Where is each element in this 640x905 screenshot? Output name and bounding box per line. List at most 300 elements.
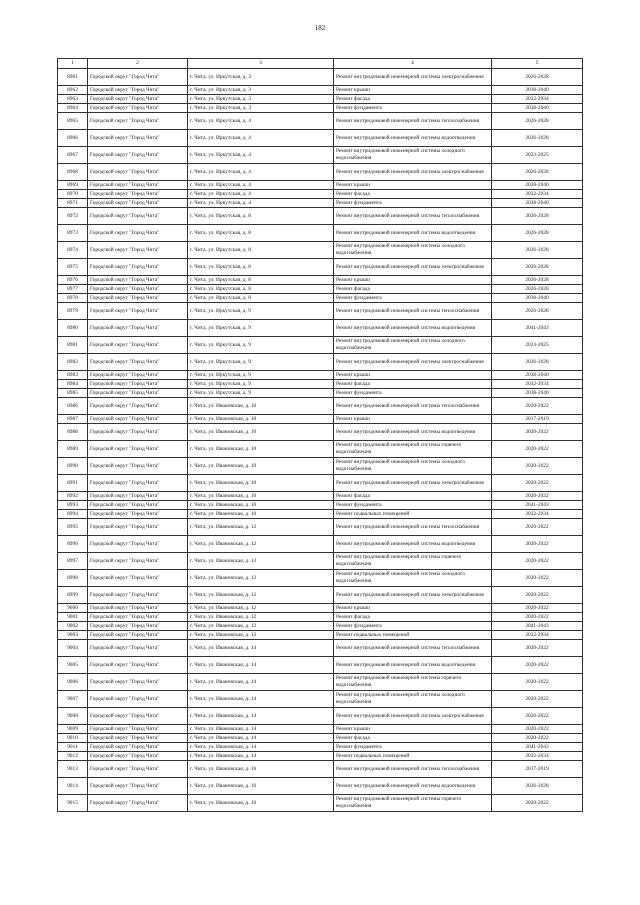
row-number: 8977 xyxy=(58,285,88,294)
column-header: 4 xyxy=(334,59,492,69)
column-header: 5 xyxy=(492,59,583,69)
address: г. Чита, ул. Ивановская, д. 16 xyxy=(188,778,334,795)
repair-work-type: Ремонт внутридомовой инженерной системы теплоснабжения xyxy=(334,519,492,536)
planned-period: 2038-2040 xyxy=(492,371,583,380)
table-row xyxy=(58,604,583,613)
row-number: 8981 xyxy=(58,337,88,354)
address: г. Чита, ул. Ивановская, д. 14 xyxy=(188,734,334,743)
column-header: 1 xyxy=(58,59,88,69)
table-row xyxy=(58,743,583,752)
table-row xyxy=(58,303,583,320)
row-number: 9002 xyxy=(58,622,88,631)
address: г. Чита, ул. Ивановская, д. 14 xyxy=(188,752,334,761)
row-number: 8999 xyxy=(58,587,88,604)
row-number: 8984 xyxy=(58,380,88,389)
planned-period: 2020-2022 xyxy=(492,458,583,475)
row-number: 9006 xyxy=(58,674,88,691)
address: г. Чита, ул. Иркутская, д. 9 xyxy=(188,371,334,380)
repair-schedule-table xyxy=(57,58,583,812)
address: г. Чита, ул. Ивановская, д. 12 xyxy=(188,519,334,536)
municipality: Городской округ "Город Чита" xyxy=(88,208,188,225)
table-row xyxy=(58,113,583,130)
repair-work-type: Ремонт внутридомовой инженерной системы электроснабжения xyxy=(334,587,492,604)
table-row xyxy=(58,181,583,190)
address: г. Чита, ул. Иркутская, д. 4 xyxy=(188,130,334,147)
address: г. Чита, ул. Иркутская, д. 9 xyxy=(188,380,334,389)
repair-work-type: Ремонт фасада xyxy=(334,613,492,622)
repair-work-type: Ремонт фундамента xyxy=(334,389,492,398)
address: г. Чита, ул. Иркутская, д. 3 xyxy=(188,86,334,95)
municipality: Городской округ "Город Чита" xyxy=(88,725,188,734)
address: г. Чита, ул. Ивановская, д. 10 xyxy=(188,398,334,415)
repair-work-type: Ремонт внутридомовой инженерной системы теплоснабжения xyxy=(334,113,492,130)
row-number: 8969 xyxy=(58,181,88,190)
municipality: Городской округ "Город Чита" xyxy=(88,734,188,743)
row-number: 8978 xyxy=(58,294,88,303)
row-number: 8994 xyxy=(58,510,88,519)
repair-work-type: Ремонт внутридомовой инженерной системы горячего водоснабжения xyxy=(334,441,492,458)
table-row xyxy=(58,337,583,354)
repair-work-type: Ремонт внутридомовой инженерной системы водоотведения xyxy=(334,778,492,795)
planned-period: 2026-2028 xyxy=(492,113,583,130)
municipality: Городской округ "Город Чита" xyxy=(88,691,188,708)
repair-work-type: Ремонт внутридомовой инженерной системы электроснабжения xyxy=(334,354,492,371)
municipality: Городской округ "Город Чита" xyxy=(88,743,188,752)
address: г. Чита, ул. Иркутская, д. 9 xyxy=(188,320,334,337)
repair-work-type: Ремонт фасада xyxy=(334,492,492,501)
municipality: Городской округ "Город Чита" xyxy=(88,570,188,587)
repair-work-type: Ремонт подвальных помещений xyxy=(334,510,492,519)
planned-period: 2020-2022 xyxy=(492,708,583,725)
row-number: 9003 xyxy=(58,631,88,640)
planned-period: 2020-2022 xyxy=(492,691,583,708)
municipality: Городской округ "Город Чита" xyxy=(88,190,188,199)
planned-period: 2017-2019 xyxy=(492,415,583,424)
repair-work-type: Ремонт фасада xyxy=(334,285,492,294)
address: г. Чита, ул. Ивановская, д. 12 xyxy=(188,536,334,553)
row-number: 9001 xyxy=(58,613,88,622)
municipality: Городской округ "Город Чита" xyxy=(88,95,188,104)
planned-period: 2020-2022 xyxy=(492,441,583,458)
row-number: 8963 xyxy=(58,95,88,104)
planned-period: 2026-2028 xyxy=(492,164,583,181)
municipality: Городской округ "Город Чита" xyxy=(88,501,188,510)
repair-work-type: Ремонт крыши xyxy=(334,181,492,190)
address: г. Чита, ул. Ивановская, д. 12 xyxy=(188,587,334,604)
municipality: Городской округ "Город Чита" xyxy=(88,475,188,492)
planned-period: 2023-2025 xyxy=(492,147,583,164)
planned-period: 2026-2028 xyxy=(492,303,583,320)
repair-work-type: Ремонт внутридомовой инженерной системы горячего водоснабжения xyxy=(334,553,492,570)
planned-period: 2020-2022 xyxy=(492,674,583,691)
address: г. Чита, ул. Ивановская, д. 10 xyxy=(188,458,334,475)
planned-period: 2023-2025 xyxy=(492,337,583,354)
address: г. Чита, ул. Иркутская, д. 4 xyxy=(188,164,334,181)
address: г. Чита, ул. Иркутская, д. 8 xyxy=(188,225,334,242)
row-number: 9014 xyxy=(58,778,88,795)
table-row xyxy=(58,501,583,510)
planned-period: 2032-2034 xyxy=(492,380,583,389)
table-row xyxy=(58,734,583,743)
planned-period: 2026-2028 xyxy=(492,130,583,147)
repair-work-type: Ремонт внутридомовой инженерной системы холодного водоснабжения xyxy=(334,691,492,708)
repair-work-type: Ремонт внутридомовой инженерной системы водоотведения xyxy=(334,424,492,441)
municipality: Городской округ "Город Чита" xyxy=(88,389,188,398)
table-row xyxy=(58,104,583,113)
row-number: 8991 xyxy=(58,475,88,492)
repair-work-type: Ремонт фундамента xyxy=(334,743,492,752)
table-row xyxy=(58,259,583,276)
address: г. Чита, ул. Ивановская, д. 12 xyxy=(188,604,334,613)
municipality: Городской округ "Город Чита" xyxy=(88,181,188,190)
address: г. Чита, ул. Иркутская, д. 4 xyxy=(188,190,334,199)
municipality: Городской округ "Город Чита" xyxy=(88,104,188,113)
repair-work-type: Ремонт внутридомовой инженерной системы холодного водоснабжения xyxy=(334,337,492,354)
municipality: Городской округ "Город Чита" xyxy=(88,242,188,259)
address: г. Чита, ул. Иркутская, д. 8 xyxy=(188,242,334,259)
planned-period: 2038-2040 xyxy=(492,104,583,113)
repair-work-type: Ремонт крыши xyxy=(334,86,492,95)
municipality: Городской округ "Город Чита" xyxy=(88,276,188,285)
municipality: Городской округ "Город Чита" xyxy=(88,225,188,242)
table-row xyxy=(58,398,583,415)
row-number: 8971 xyxy=(58,199,88,208)
repair-work-type: Ремонт внутридомовой инженерной системы электроснабжения xyxy=(334,475,492,492)
municipality: Городской округ "Город Чита" xyxy=(88,259,188,276)
address: г. Чита, ул. Ивановская, д. 10 xyxy=(188,475,334,492)
table-row xyxy=(58,354,583,371)
repair-work-type: Ремонт фундамента xyxy=(334,622,492,631)
repair-work-type: Ремонт внутридомовой инженерной системы электроснабжения xyxy=(334,708,492,725)
municipality: Городской округ "Город Чита" xyxy=(88,604,188,613)
table-row xyxy=(58,95,583,104)
row-number: 8970 xyxy=(58,190,88,199)
repair-work-type: Ремонт фундамента xyxy=(334,199,492,208)
row-number: 8982 xyxy=(58,354,88,371)
municipality: Городской округ "Город Чита" xyxy=(88,371,188,380)
municipality: Городской округ "Город Чита" xyxy=(88,424,188,441)
row-number: 8993 xyxy=(58,501,88,510)
row-number: 9009 xyxy=(58,725,88,734)
row-number: 8972 xyxy=(58,208,88,225)
address: г. Чита, ул. Иркутская, д. 4 xyxy=(188,181,334,190)
planned-period: 2038-2040 xyxy=(492,181,583,190)
municipality: Городской округ "Город Чита" xyxy=(88,458,188,475)
address: г. Чита, ул. Ивановская, д. 12 xyxy=(188,570,334,587)
row-number: 8992 xyxy=(58,492,88,501)
repair-work-type: Ремонт внутридомовой инженерной системы водоотведения xyxy=(334,657,492,674)
repair-work-type: Ремонт подвальных помещений xyxy=(334,631,492,640)
municipality: Городской округ "Город Чита" xyxy=(88,640,188,657)
table-row xyxy=(58,631,583,640)
row-number: 8965 xyxy=(58,113,88,130)
planned-period: 2017-2019 xyxy=(492,761,583,778)
planned-period: 2020-2022 xyxy=(492,553,583,570)
municipality: Городской округ "Город Чита" xyxy=(88,147,188,164)
address: г. Чита, ул. Ивановская, д. 12 xyxy=(188,613,334,622)
municipality: Городской округ "Город Чита" xyxy=(88,553,188,570)
repair-work-type: Ремонт подвальных помещений xyxy=(334,752,492,761)
address: г. Чита, ул. Ивановская, д. 14 xyxy=(188,743,334,752)
planned-period: 2020-2022 xyxy=(492,519,583,536)
row-number: 8987 xyxy=(58,415,88,424)
address: г. Чита, ул. Ивановская, д. 10 xyxy=(188,424,334,441)
municipality: Городской округ "Город Чита" xyxy=(88,113,188,130)
address: г. Чита, ул. Ивановская, д. 10 xyxy=(188,501,334,510)
table-row xyxy=(58,441,583,458)
repair-work-type: Ремонт внутридомовой инженерной системы электроснабжения xyxy=(334,164,492,181)
repair-work-type: Ремонт фасада xyxy=(334,95,492,104)
municipality: Городской округ "Город Чита" xyxy=(88,354,188,371)
planned-period: 2026-2028 xyxy=(492,259,583,276)
planned-period: 2038-2040 xyxy=(492,199,583,208)
row-number: 8968 xyxy=(58,164,88,181)
row-number: 9004 xyxy=(58,640,88,657)
repair-work-type: Ремонт внутридомовой инженерной системы теплоснабжения xyxy=(334,761,492,778)
address: г. Чита, ул. Иркутская, д. 3 xyxy=(188,95,334,104)
address: г. Чита, ул. Иркутская, д. 8 xyxy=(188,276,334,285)
table-row xyxy=(58,190,583,199)
row-number: 8990 xyxy=(58,458,88,475)
planned-period: 2038-2040 xyxy=(492,86,583,95)
municipality: Городской округ "Город Чита" xyxy=(88,510,188,519)
repair-work-type: Ремонт внутридомовой инженерной системы теплоснабжения xyxy=(334,208,492,225)
row-number: 8961 xyxy=(58,69,88,86)
table-row xyxy=(58,69,583,86)
planned-period: 2020-2022 xyxy=(492,613,583,622)
municipality: Городской округ "Город Чита" xyxy=(88,492,188,501)
table-row xyxy=(58,130,583,147)
table-row xyxy=(58,761,583,778)
address: г. Чита, ул. Ивановская, д. 14 xyxy=(188,691,334,708)
table-row xyxy=(58,276,583,285)
table-row xyxy=(58,795,583,812)
planned-period: 2020-2022 xyxy=(492,398,583,415)
address: г. Чита, ул. Ивановская, д. 16 xyxy=(188,795,334,812)
row-number: 9010 xyxy=(58,734,88,743)
address: г. Чита, ул. Иркутская, д. 9 xyxy=(188,337,334,354)
row-number: 8996 xyxy=(58,536,88,553)
municipality: Городской округ "Город Чита" xyxy=(88,519,188,536)
table-row xyxy=(58,708,583,725)
planned-period: 2026-2028 xyxy=(492,276,583,285)
address: г. Чита, ул. Иркутская, д. 9 xyxy=(188,303,334,320)
repair-work-type: Ремонт внутридомовой инженерной системы водоотведения xyxy=(334,225,492,242)
table-row xyxy=(58,371,583,380)
row-number: 8983 xyxy=(58,371,88,380)
row-number: 8997 xyxy=(58,553,88,570)
row-number: 8989 xyxy=(58,441,88,458)
repair-work-type: Ремонт внутридомовой инженерной системы водоотведения xyxy=(334,320,492,337)
planned-period: 2032-2034 xyxy=(492,95,583,104)
row-number: 9008 xyxy=(58,708,88,725)
municipality: Городской округ "Город Чита" xyxy=(88,86,188,95)
table-row xyxy=(58,587,583,604)
planned-period: 2026-2028 xyxy=(492,354,583,371)
address: г. Чита, ул. Ивановская, д. 14 xyxy=(188,708,334,725)
table-row xyxy=(58,86,583,95)
page-number: 182 xyxy=(314,24,326,32)
planned-period: 2020-2022 xyxy=(492,725,583,734)
repair-work-type: Ремонт внутридомовой инженерной системы теплоснабжения xyxy=(334,640,492,657)
repair-work-type: Ремонт фасада xyxy=(334,734,492,743)
address: г. Чита, ул. Ивановская, д. 10 xyxy=(188,441,334,458)
table-row xyxy=(58,674,583,691)
address: г. Чита, ул. Иркутская, д. 9 xyxy=(188,389,334,398)
repair-work-type: Ремонт внутридомовой инженерной системы холодного водоснабжения xyxy=(334,570,492,587)
row-number: 8986 xyxy=(58,398,88,415)
planned-period: 2038-2040 xyxy=(492,389,583,398)
planned-period: 2020-2022 xyxy=(492,640,583,657)
repair-work-type: Ремонт внутридомовой инженерной системы водоотведения xyxy=(334,536,492,553)
municipality: Городской округ "Город Чита" xyxy=(88,674,188,691)
row-number: 9007 xyxy=(58,691,88,708)
row-number: 8964 xyxy=(58,104,88,113)
planned-period: 2020-2022 xyxy=(492,570,583,587)
address: г. Чита, ул. Иркутская, д. 3 xyxy=(188,104,334,113)
address: г. Чита, ул. Ивановская, д. 10 xyxy=(188,510,334,519)
municipality: Городской округ "Город Чита" xyxy=(88,303,188,320)
repair-work-type: Ремонт внутридомовой инженерной системы теплоснабжения xyxy=(334,398,492,415)
planned-period: 2020-2022 xyxy=(492,587,583,604)
table-row xyxy=(58,225,583,242)
municipality: Городской округ "Город Чита" xyxy=(88,752,188,761)
municipality: Городской округ "Город Чита" xyxy=(88,164,188,181)
planned-period: 2026-2028 xyxy=(492,225,583,242)
address: г. Чита, ул. Иркутская, д. 3 xyxy=(188,69,334,86)
municipality: Городской округ "Город Чита" xyxy=(88,415,188,424)
table-header-row xyxy=(58,59,583,69)
row-number: 9015 xyxy=(58,795,88,812)
column-header: 2 xyxy=(88,59,188,69)
address: г. Чита, ул. Иркутская, д. 9 xyxy=(188,354,334,371)
planned-period: 2020-2022 xyxy=(492,536,583,553)
table-row xyxy=(58,285,583,294)
row-number: 8979 xyxy=(58,303,88,320)
planned-period: 2026-2028 xyxy=(492,208,583,225)
municipality: Городской округ "Город Чита" xyxy=(88,631,188,640)
repair-work-type: Ремонт внутридомовой инженерной системы горячего водоснабжения xyxy=(334,674,492,691)
planned-period: 2020-2022 xyxy=(492,795,583,812)
municipality: Городской округ "Город Чита" xyxy=(88,761,188,778)
table-row xyxy=(58,294,583,303)
repair-work-type: Ремонт крыши xyxy=(334,415,492,424)
repair-work-type: Ремонт крыши xyxy=(334,604,492,613)
address: г. Чита, ул. Ивановская, д. 16 xyxy=(188,761,334,778)
planned-period: 2026-2028 xyxy=(492,285,583,294)
municipality: Городской округ "Город Чита" xyxy=(88,587,188,604)
planned-period: 2020-2022 xyxy=(492,604,583,613)
address: г. Чита, ул. Ивановская, д. 14 xyxy=(188,657,334,674)
repair-work-type: Ремонт внутридомовой инженерной системы горячего водоснабжения xyxy=(334,795,492,812)
table-row xyxy=(58,657,583,674)
row-number: 8962 xyxy=(58,86,88,95)
table-row xyxy=(58,510,583,519)
column-header: 3 xyxy=(188,59,334,69)
repair-work-type: Ремонт внутридомовой инженерной системы теплоснабжения xyxy=(334,303,492,320)
table-row xyxy=(58,752,583,761)
municipality: Городской округ "Город Чита" xyxy=(88,657,188,674)
address: г. Чита, ул. Иркутская, д. 8 xyxy=(188,259,334,276)
repair-work-type: Ремонт крыши xyxy=(334,371,492,380)
address: г. Чита, ул. Ивановская, д. 12 xyxy=(188,631,334,640)
address: г. Чита, ул. Ивановская, д. 12 xyxy=(188,553,334,570)
planned-period: 2020-2022 xyxy=(492,734,583,743)
planned-period: 2032-2034 xyxy=(492,631,583,640)
municipality: Городской округ "Город Чита" xyxy=(88,380,188,389)
address: г. Чита, ул. Ивановская, д. 10 xyxy=(188,415,334,424)
table-row xyxy=(58,199,583,208)
row-number: 8975 xyxy=(58,259,88,276)
table-row xyxy=(58,519,583,536)
planned-period: 2026-2028 xyxy=(492,778,583,795)
municipality: Городской округ "Город Чита" xyxy=(88,708,188,725)
address: г. Чита, ул. Ивановская, д. 14 xyxy=(188,674,334,691)
table-row xyxy=(58,536,583,553)
table-row xyxy=(58,389,583,398)
address: г. Чита, ул. Ивановская, д. 12 xyxy=(188,622,334,631)
municipality: Городской округ "Город Чита" xyxy=(88,536,188,553)
municipality: Городской округ "Город Чита" xyxy=(88,613,188,622)
row-number: 8976 xyxy=(58,276,88,285)
table-row xyxy=(58,640,583,657)
table-row xyxy=(58,164,583,181)
planned-period: 2020-2022 xyxy=(492,492,583,501)
table-row xyxy=(58,147,583,164)
municipality: Городской округ "Город Чита" xyxy=(88,285,188,294)
row-number: 8967 xyxy=(58,147,88,164)
municipality: Городской округ "Город Чита" xyxy=(88,337,188,354)
address: г. Чита, ул. Иркутская, д. 4 xyxy=(188,147,334,164)
row-number: 9013 xyxy=(58,761,88,778)
address: г. Чита, ул. Ивановская, д. 14 xyxy=(188,640,334,657)
repair-work-type: Ремонт фасада xyxy=(334,190,492,199)
repair-work-type: Ремонт внутридомовой инженерной системы электроснабжения xyxy=(334,69,492,86)
table-row xyxy=(58,691,583,708)
table-row xyxy=(58,208,583,225)
table-row xyxy=(58,613,583,622)
repair-work-type: Ремонт фасада xyxy=(334,380,492,389)
address: г. Чита, ул. Ивановская, д. 14 xyxy=(188,725,334,734)
row-number: 8995 xyxy=(58,519,88,536)
table-row xyxy=(58,553,583,570)
planned-period: 2041-2043 xyxy=(492,320,583,337)
address: г. Чита, ул. Ивановская, д. 10 xyxy=(188,492,334,501)
municipality: Городской округ "Город Чита" xyxy=(88,294,188,303)
planned-period: 2020-2022 xyxy=(492,657,583,674)
row-number: 8980 xyxy=(58,320,88,337)
planned-period: 2041-2043 xyxy=(492,501,583,510)
repair-work-type: Ремонт фундамента xyxy=(334,104,492,113)
table-row xyxy=(58,458,583,475)
planned-period: 2032-2034 xyxy=(492,190,583,199)
planned-period: 2041-2043 xyxy=(492,622,583,631)
table-row xyxy=(58,622,583,631)
municipality: Городской округ "Город Чита" xyxy=(88,622,188,631)
row-number: 9011 xyxy=(58,743,88,752)
row-number: 9005 xyxy=(58,657,88,674)
address: г. Чита, ул. Иркутская, д. 8 xyxy=(188,294,334,303)
row-number: 8988 xyxy=(58,424,88,441)
table-row xyxy=(58,320,583,337)
address: г. Чита, ул. Иркутская, д. 8 xyxy=(188,285,334,294)
table-row xyxy=(58,492,583,501)
table-row xyxy=(58,570,583,587)
row-number: 8985 xyxy=(58,389,88,398)
table-row xyxy=(58,475,583,492)
address: г. Чита, ул. Иркутская, д. 8 xyxy=(188,208,334,225)
planned-period: 2020-2022 xyxy=(492,424,583,441)
